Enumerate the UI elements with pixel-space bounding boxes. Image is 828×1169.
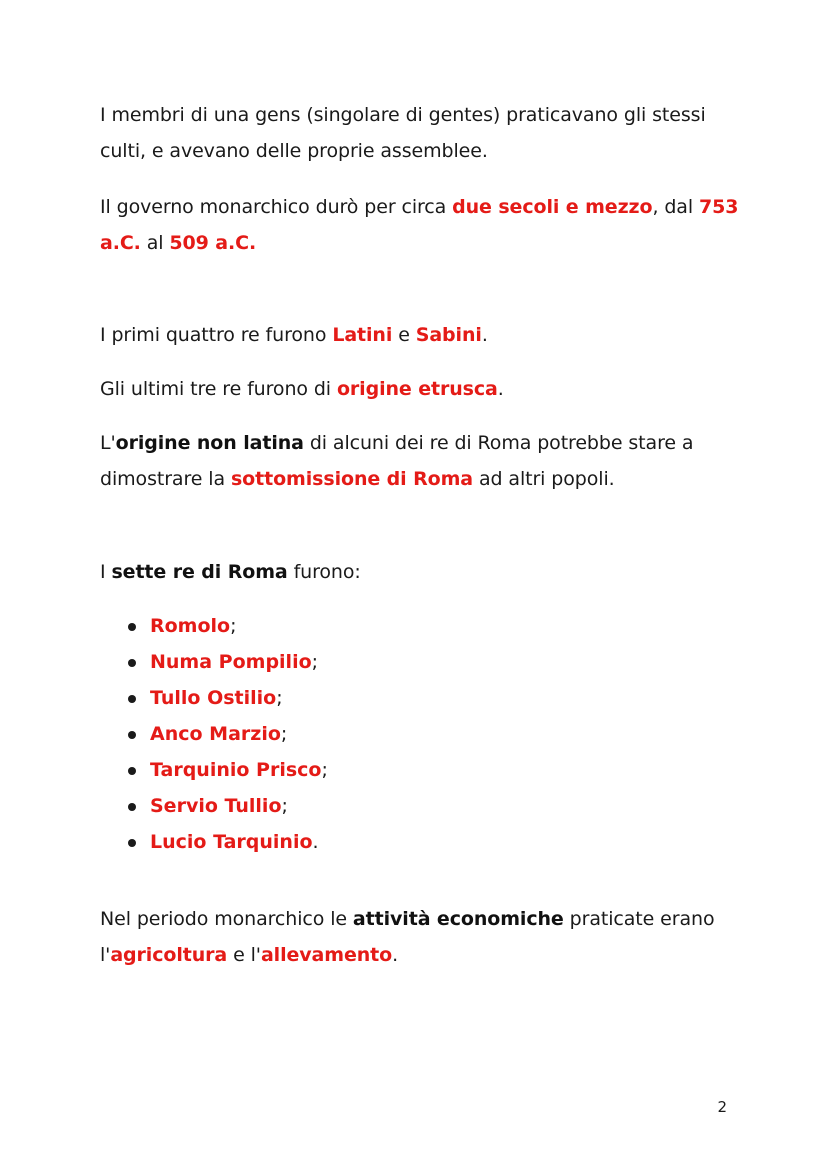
list-item: Anco Marzio; <box>126 716 740 752</box>
bullet-icon <box>128 767 136 775</box>
document-page <box>100 97 740 973</box>
list-item: Romolo; <box>126 608 740 644</box>
king-name: Anco Marzio <box>150 723 281 745</box>
paragraph-governo-monarchico: Il governo monarchico durò per circa due secoli e mezzo, dal 753 a.C. al 509 a.C. <box>100 196 739 254</box>
bullet-icon <box>128 839 136 847</box>
king-name: Lucio Tarquinio <box>150 831 313 853</box>
bullet-icon <box>128 803 136 811</box>
bullet-icon <box>128 623 136 631</box>
highlight-latini: Latini <box>332 324 393 346</box>
king-name: Tullo Ostilio <box>150 687 277 709</box>
bullet-icon <box>128 731 136 739</box>
bullet-icon <box>128 695 136 703</box>
paragraph-primi-quattro-re: I primi quattro re furono Latini e Sabini. <box>100 324 488 346</box>
highlight-allevamento: allevamento <box>260 944 393 966</box>
page-number: 2 <box>717 1098 727 1116</box>
king-name: Romolo <box>150 615 231 637</box>
highlight-753: 753 a.C. <box>100 196 739 254</box>
highlight-509: 509 a.C. <box>169 232 257 254</box>
highlight-origine-etrusca: origine etrusca <box>336 378 498 400</box>
paragraph-attivita-economiche: Nel periodo monarchico le attività economiche praticate erano l'agricoltura e l'allevamento. <box>100 908 715 966</box>
bold-attivita-economiche: attività economiche <box>352 908 564 930</box>
king-name: Servio Tullio <box>150 795 282 817</box>
list-item: Lucio Tarquinio. <box>126 824 740 860</box>
kings-list <box>100 608 740 860</box>
list-item: Numa Pompilio; <box>126 644 740 680</box>
paragraph-ultimi-tre-re: Gli ultimi tre re furono di origine etrusca. <box>100 378 504 400</box>
king-name: Numa Pompilio <box>150 651 312 673</box>
list-item: Tullo Ostilio; <box>126 680 740 716</box>
bold-sette-re: sette re di Roma <box>111 561 288 583</box>
list-item: Servio Tullio; <box>126 788 740 824</box>
list-item: Tarquinio Prisco; <box>126 752 740 788</box>
highlight-due-secoli: due secoli e mezzo <box>452 196 653 218</box>
highlight-sottomissione: sottomissione di Roma <box>230 468 474 490</box>
highlight-agricoltura: agricoltura <box>110 944 228 966</box>
king-name: Tarquinio Prisco <box>150 759 322 781</box>
paragraph-sette-re: I sette re di Roma furono: <box>100 561 361 583</box>
bold-origine-non-latina: origine non latina <box>115 432 304 454</box>
paragraph-origine-non-latina: L'origine non latina di alcuni dei re di Roma potrebbe stare a dimostrare la sottomissione di Roma ad altri popoli. <box>100 432 694 490</box>
highlight-sabini: Sabini <box>415 324 482 346</box>
bullet-icon <box>128 659 136 667</box>
paragraph-gens: I membri di una gens (singolare di gentes) praticavano gli stessi culti, e avevano delle proprie assemblee. <box>100 104 706 162</box>
